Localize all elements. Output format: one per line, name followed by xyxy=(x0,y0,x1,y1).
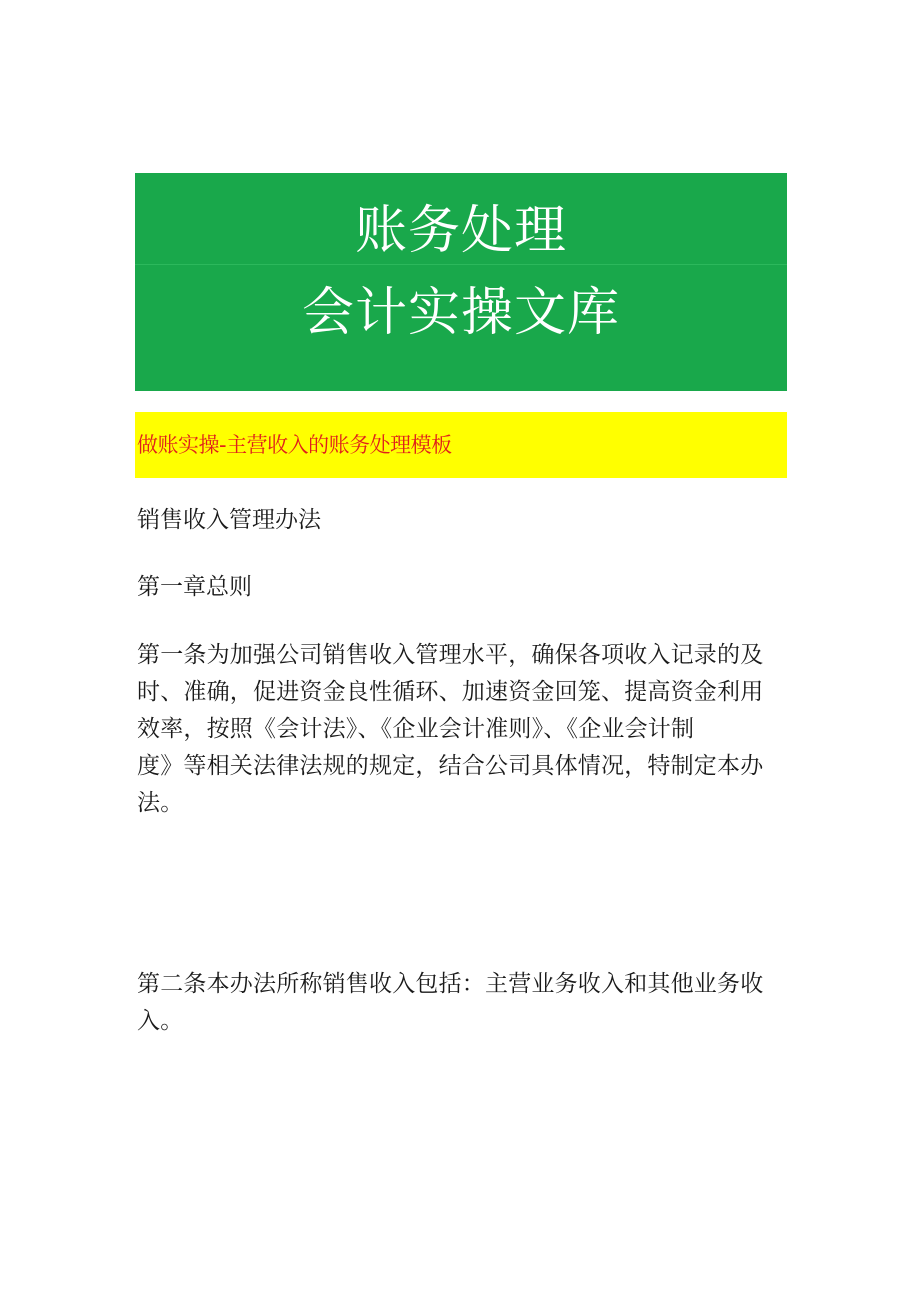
article-1 xyxy=(137,637,777,822)
article-1-line: 法。 xyxy=(137,790,184,816)
subtitle-bar xyxy=(135,412,787,478)
article-2-line: 第二条本办法所称销售收入包括：主营业务收入和其他业务收 xyxy=(137,971,764,997)
article-2 xyxy=(137,966,777,1040)
banner-subtitle: 会计实操文库 xyxy=(301,283,620,343)
banner xyxy=(135,173,787,391)
article-1-line: 效率，按照《会计法》、《企业会计准则》、《企业会计制 xyxy=(137,716,695,742)
subtitle-text: 做账实操-主营收入的账务处理模板 xyxy=(137,433,452,457)
article-1-line: 第一条为加强公司销售收入管理水平，确保各项收入记录的及 xyxy=(137,642,764,668)
banner-title: 账务处理 xyxy=(354,201,567,261)
banner-divider xyxy=(135,264,787,265)
chapter-heading: 第一章总则 xyxy=(137,574,252,600)
document-title: 销售收入管理办法 xyxy=(137,507,321,533)
article-1-line: 度》等相关法律法规的规定，结合公司具体情况，特制定本办 xyxy=(137,753,764,779)
article-2-line: 入。 xyxy=(137,1008,184,1034)
article-1-line: 时、准确，促进资金良性循环、加速资金回笼、提高资金利用 xyxy=(137,679,764,705)
